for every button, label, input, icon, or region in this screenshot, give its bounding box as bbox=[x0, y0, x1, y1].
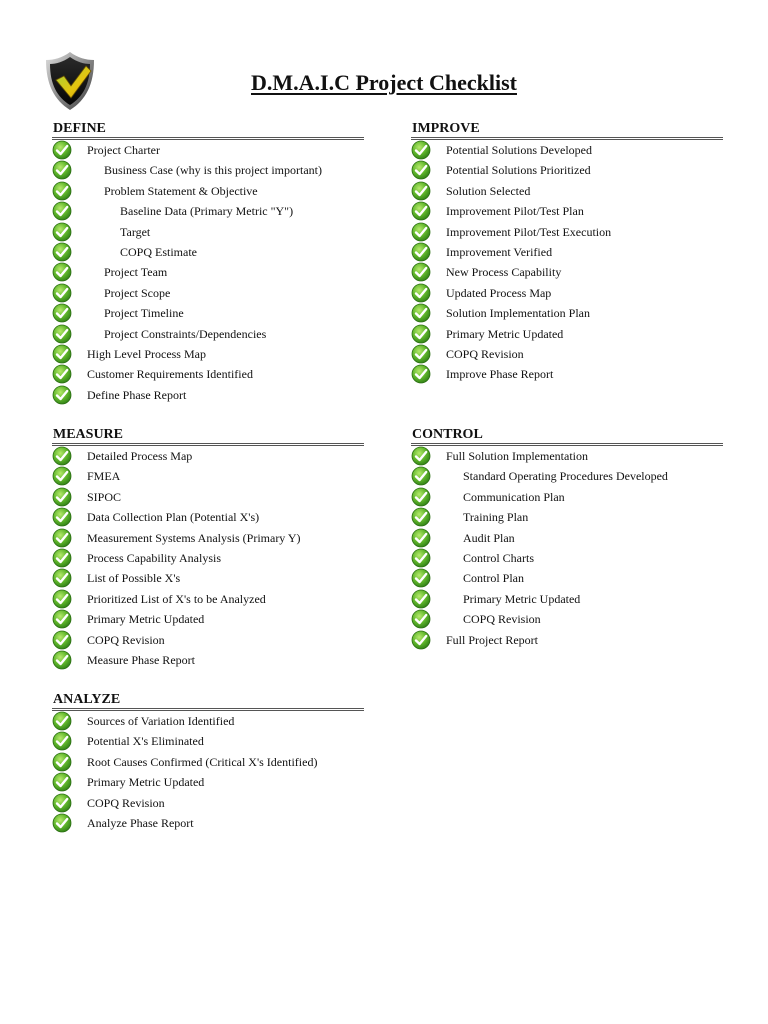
checklist bbox=[411, 446, 723, 650]
green-checkmark-icon bbox=[52, 201, 72, 221]
checklist-item-text: Target bbox=[120, 224, 151, 239]
section-title: MEASURE bbox=[52, 426, 364, 446]
checklist-item-text: Full Solution Implementation bbox=[446, 449, 588, 463]
checklist-item-text: Full Project Report bbox=[446, 632, 538, 647]
checklist-item bbox=[52, 446, 364, 466]
checklist-item bbox=[52, 262, 364, 282]
checklist-item-text: COPQ Revision bbox=[87, 795, 165, 810]
checklist-item-text: Control Plan bbox=[463, 571, 525, 586]
checklist-item bbox=[52, 752, 364, 772]
checklist-item bbox=[411, 487, 723, 507]
green-checkmark-icon bbox=[411, 528, 431, 548]
checklist-item-text: COPQ Revision bbox=[87, 632, 165, 647]
checklist-item-text: Project Constraints/Dependencies bbox=[104, 326, 267, 341]
checklist-item-text: Potential Solutions Developed bbox=[446, 143, 592, 157]
checklist-item bbox=[52, 609, 364, 629]
checklist-item-text: Improvement Verified bbox=[446, 244, 553, 259]
checklist-item-text: Project Charter bbox=[87, 143, 160, 157]
green-checkmark-icon bbox=[52, 507, 72, 527]
checklist bbox=[411, 140, 723, 385]
green-checkmark-icon bbox=[411, 446, 431, 466]
checklist-item bbox=[411, 303, 723, 323]
green-checkmark-icon bbox=[52, 630, 72, 650]
checklist-item-text: High Level Process Map bbox=[87, 346, 206, 361]
green-checkmark-icon bbox=[411, 181, 431, 201]
checklist-item-text: Primary Metric Updated bbox=[87, 612, 205, 627]
checklist-item-text: Solution Selected bbox=[446, 183, 531, 198]
section-define bbox=[52, 120, 364, 405]
checklist-item-text: Improve Phase Report bbox=[446, 367, 554, 382]
checklist-item-text: Potential X's Eliminated bbox=[87, 734, 204, 749]
checklist-item bbox=[52, 589, 364, 609]
checklist-item-text: Solution Implementation Plan bbox=[446, 306, 590, 321]
green-checkmark-icon bbox=[52, 446, 72, 466]
green-checkmark-icon bbox=[411, 609, 431, 629]
checklist-item bbox=[411, 222, 723, 242]
green-checkmark-icon bbox=[411, 568, 431, 588]
checklist-item bbox=[411, 324, 723, 344]
checklist-item bbox=[52, 507, 364, 527]
green-checkmark-icon bbox=[411, 201, 431, 221]
green-checkmark-icon bbox=[411, 140, 431, 160]
green-checkmark-icon bbox=[411, 364, 431, 384]
checklist-item bbox=[411, 507, 723, 527]
green-checkmark-icon bbox=[52, 568, 72, 588]
checklist-item bbox=[411, 446, 723, 466]
section-control bbox=[411, 426, 723, 650]
green-checkmark-icon bbox=[52, 609, 72, 629]
checklist-item bbox=[411, 630, 723, 650]
checklist-item bbox=[52, 242, 364, 262]
checklist-item-text: Potential Solutions Prioritized bbox=[446, 163, 591, 178]
checklist-item-text: Root Causes Confirmed (Critical X's Identified) bbox=[87, 754, 318, 769]
checklist-item bbox=[411, 548, 723, 568]
green-checkmark-icon bbox=[52, 181, 72, 201]
checklist-item-text: Audit Plan bbox=[463, 530, 515, 545]
checklist-item-text: Prioritized List of X's to be Analyzed bbox=[87, 591, 266, 606]
green-checkmark-icon bbox=[52, 528, 72, 548]
green-checkmark-icon bbox=[52, 487, 72, 507]
checklist-item-text: Standard Operating Procedures Developed bbox=[463, 469, 668, 484]
section-title: CONTROL bbox=[411, 426, 723, 446]
checklist-item bbox=[411, 262, 723, 282]
checklist-item-text: Control Charts bbox=[463, 550, 534, 565]
green-checkmark-icon bbox=[52, 813, 72, 833]
green-checkmark-icon bbox=[411, 548, 431, 568]
checklist-item bbox=[411, 589, 723, 609]
checklist-item bbox=[52, 344, 364, 364]
checklist-item-text: New Process Capability bbox=[446, 265, 562, 280]
green-checkmark-icon bbox=[411, 589, 431, 609]
checklist-item bbox=[411, 344, 723, 364]
checklist-item bbox=[411, 140, 723, 160]
green-checkmark-icon bbox=[411, 507, 431, 527]
checklist-item bbox=[52, 487, 364, 507]
green-checkmark-icon bbox=[411, 283, 431, 303]
checklist-item-text: Project Team bbox=[104, 265, 168, 280]
checklist-item-text: Updated Process Map bbox=[446, 285, 552, 300]
checklist-item-text: Primary Metric Updated bbox=[446, 326, 564, 341]
checklist bbox=[52, 140, 364, 405]
checklist-item bbox=[411, 466, 723, 486]
checklist-item-text: Detailed Process Map bbox=[87, 449, 193, 463]
checklist-item bbox=[52, 793, 364, 813]
checklist-item-text: FMEA bbox=[87, 469, 121, 484]
section-measure bbox=[52, 426, 364, 670]
green-checkmark-icon bbox=[52, 222, 72, 242]
checklist-item-text: Primary Metric Updated bbox=[463, 591, 581, 606]
checklist-item-text: Analyze Phase Report bbox=[87, 815, 194, 830]
green-checkmark-icon bbox=[52, 589, 72, 609]
checklist-item bbox=[411, 283, 723, 303]
checklist-item bbox=[411, 609, 723, 629]
section-analyze bbox=[52, 691, 364, 833]
green-checkmark-icon bbox=[52, 364, 72, 384]
page-title: D.M.A.I.C Project Checklist bbox=[251, 70, 517, 95]
checklist-item-text: Improvement Pilot/Test Plan bbox=[446, 204, 584, 219]
green-checkmark-icon bbox=[52, 385, 72, 405]
checklist-item-text: Define Phase Report bbox=[87, 387, 187, 402]
checklist-item bbox=[52, 324, 364, 344]
checklist-item-text: Project Timeline bbox=[104, 306, 184, 321]
checklist-item bbox=[52, 303, 364, 323]
checklist-item-text: Measure Phase Report bbox=[87, 652, 195, 667]
green-checkmark-icon bbox=[52, 242, 72, 262]
section-improve bbox=[411, 120, 723, 385]
green-checkmark-icon bbox=[52, 344, 72, 364]
checklist-item bbox=[52, 466, 364, 486]
checklist-item bbox=[52, 548, 364, 568]
checklist-item bbox=[52, 364, 364, 384]
checklist-item bbox=[52, 731, 364, 751]
green-checkmark-icon bbox=[52, 140, 72, 160]
checklist-item bbox=[52, 181, 364, 201]
green-checkmark-icon bbox=[52, 548, 72, 568]
green-checkmark-icon bbox=[52, 650, 72, 670]
green-checkmark-icon bbox=[411, 487, 431, 507]
green-checkmark-icon bbox=[411, 466, 431, 486]
green-checkmark-icon bbox=[411, 262, 431, 282]
checklist-item bbox=[52, 630, 364, 650]
green-checkmark-icon bbox=[411, 160, 431, 180]
checklist-item-text: Problem Statement & Objective bbox=[104, 183, 258, 198]
checklist-item bbox=[52, 650, 364, 670]
green-checkmark-icon bbox=[52, 303, 72, 323]
green-checkmark-icon bbox=[52, 793, 72, 813]
green-checkmark-icon bbox=[52, 160, 72, 180]
section-title: IMPROVE bbox=[411, 120, 723, 140]
checklist-item bbox=[52, 385, 364, 405]
green-checkmark-icon bbox=[52, 731, 72, 751]
green-checkmark-icon bbox=[52, 711, 72, 731]
checklist-item bbox=[52, 528, 364, 548]
green-checkmark-icon bbox=[411, 630, 431, 650]
green-checkmark-icon bbox=[52, 283, 72, 303]
checklist-item-text: Sources of Variation Identified bbox=[87, 714, 235, 728]
checklist-item-text: COPQ Revision bbox=[463, 612, 541, 627]
green-checkmark-icon bbox=[52, 772, 72, 792]
checklist-item-text: Baseline Data (Primary Metric "Y") bbox=[120, 204, 294, 219]
checklist-item bbox=[52, 201, 364, 221]
green-checkmark-icon bbox=[411, 344, 431, 364]
checklist bbox=[52, 711, 364, 833]
checklist-item-text: Training Plan bbox=[463, 510, 529, 525]
checklist bbox=[52, 446, 364, 670]
checklist-item bbox=[411, 528, 723, 548]
green-checkmark-icon bbox=[52, 262, 72, 282]
checklist-item bbox=[411, 568, 723, 588]
checklist-item bbox=[411, 364, 723, 384]
checklist-item bbox=[411, 242, 723, 262]
green-checkmark-icon bbox=[411, 222, 431, 242]
checklist-item-text: Primary Metric Updated bbox=[87, 775, 205, 790]
checklist-item bbox=[52, 568, 364, 588]
green-checkmark-icon bbox=[52, 324, 72, 344]
green-checkmark-icon bbox=[411, 242, 431, 262]
checklist-item-text: Improvement Pilot/Test Execution bbox=[446, 224, 612, 239]
section-title: DEFINE bbox=[52, 120, 364, 140]
checklist-item-text: Measurement Systems Analysis (Primary Y) bbox=[87, 530, 301, 545]
checklist-item-text: COPQ Revision bbox=[446, 346, 524, 361]
checklist-item-text: Business Case (why is this project important) bbox=[104, 163, 322, 178]
checklist-item bbox=[411, 181, 723, 201]
checklist-item-text: Data Collection Plan (Potential X's) bbox=[87, 510, 260, 525]
checklist-item-text: Process Capability Analysis bbox=[87, 550, 221, 565]
checklist-item bbox=[52, 711, 364, 731]
checklist-item-text: Project Scope bbox=[104, 285, 171, 300]
section-title: ANALYZE bbox=[52, 691, 364, 711]
checklist-item bbox=[411, 201, 723, 221]
checklist-item-text: SIPOC bbox=[87, 489, 122, 504]
checklist-item bbox=[52, 222, 364, 242]
checklist-item bbox=[52, 140, 364, 160]
checklist-item bbox=[411, 160, 723, 180]
checklist-item-text: COPQ Estimate bbox=[120, 244, 197, 259]
green-checkmark-icon bbox=[52, 752, 72, 772]
checklist-item-text: Communication Plan bbox=[463, 489, 565, 504]
green-checkmark-icon bbox=[411, 324, 431, 344]
checklist-item bbox=[52, 813, 364, 833]
checklist-item-text: Customer Requirements Identified bbox=[87, 367, 253, 382]
checklist-item bbox=[52, 160, 364, 180]
checklist-item-text: List of Possible X's bbox=[87, 571, 181, 586]
checklist-item bbox=[52, 772, 364, 792]
green-checkmark-icon bbox=[411, 303, 431, 323]
checklist-item bbox=[52, 283, 364, 303]
green-checkmark-icon bbox=[52, 466, 72, 486]
